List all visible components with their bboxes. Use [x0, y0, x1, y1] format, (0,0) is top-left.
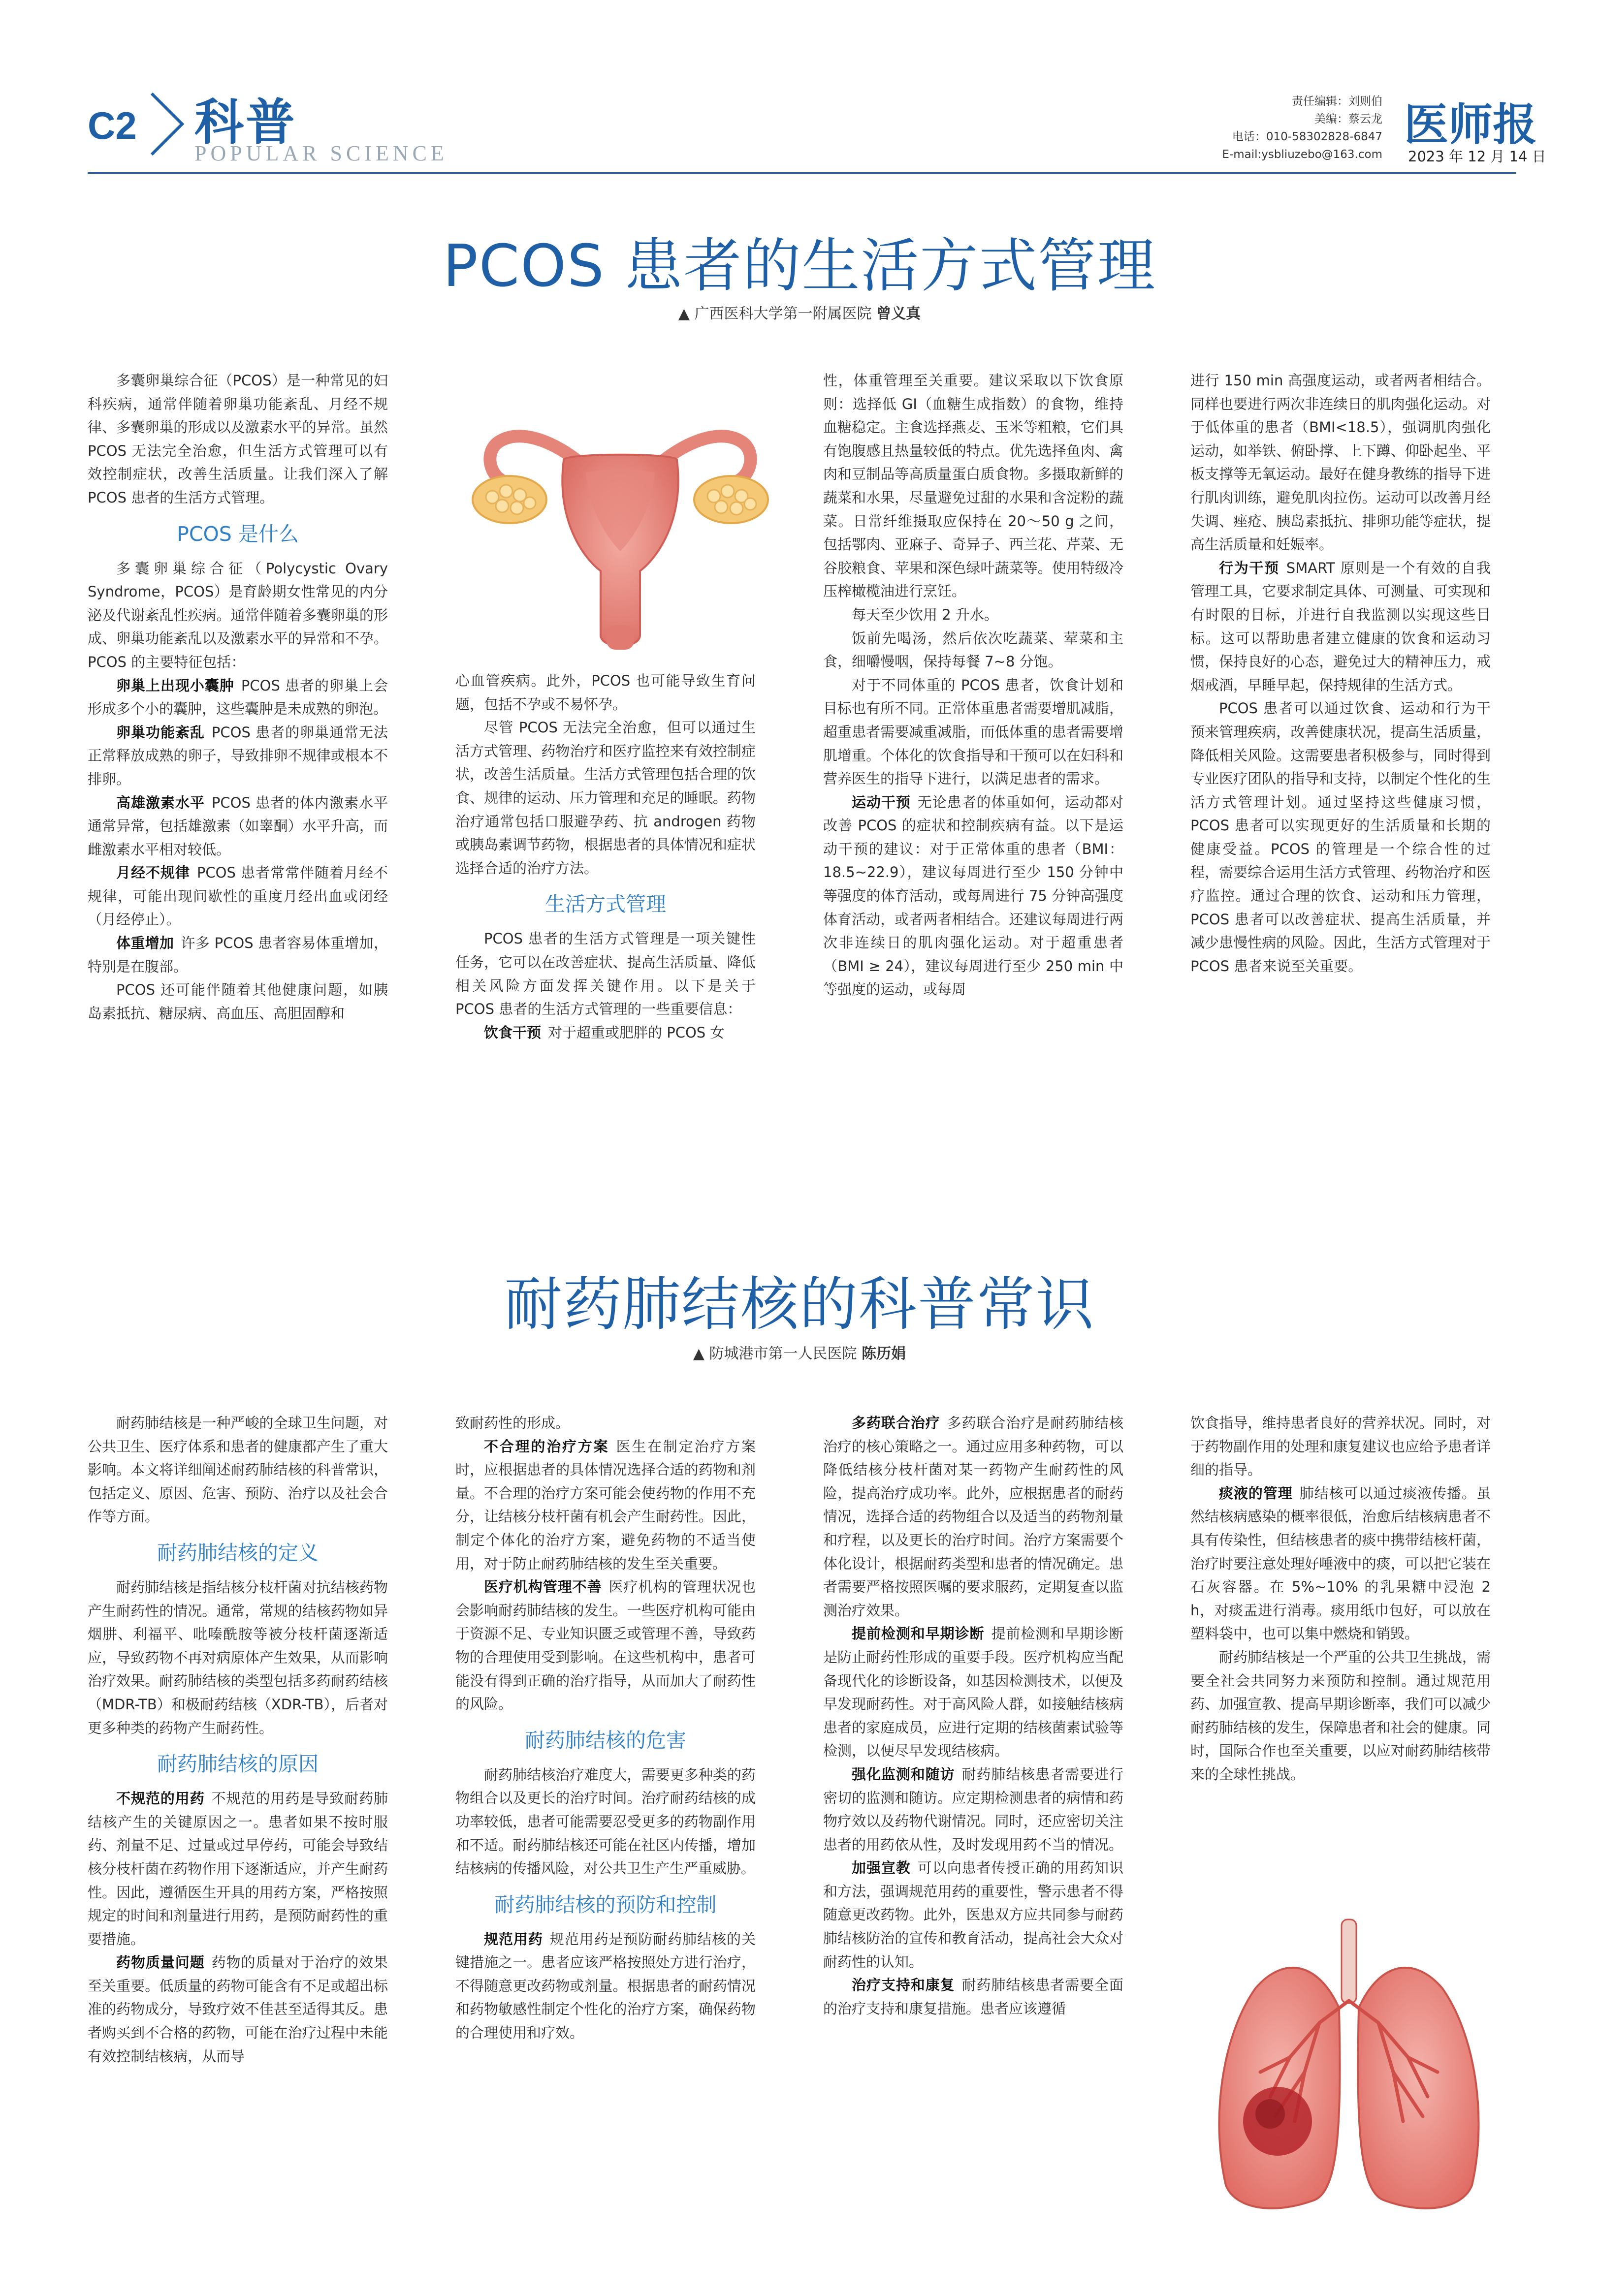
paragraph: PCOS 患者可以通过饮食、运动和行为干预来管理疾病，改善健康状况，提高生活质量，降低相关风险。这需要患者积极参与，同时得到专业医疗团队的指导和支持，以制定个性化的生活方式管理计划。通过坚持这些健康习惯，PCOS 患者可以实现更好的生活质量和长期的健康受益。PCOS 的管理是一个综合性的过程，需要综合运用生活方式管理、药物治疗和医疗监控。通过合理的饮食、运动和压力管理，PCOS 患者可以改善症状、提高生活质量，并减少患慢性病的风险。因此，生活方式管理对于 PCOS 患者来说至关重要。	[1190, 700, 1491, 975]
byline-author: 陈历娟	[862, 1345, 906, 1362]
paragraph	[455, 1021, 756, 1045]
paragraph: 心血管疾病。此外，PCOS 也可能导致生育问题，包括不孕或不易怀孕。	[455, 672, 756, 713]
paragraph: 耐药肺结核是一种严峻的全球卫生问题，对公共卫生、医疗体系和患者的健康都产生了重大影响。本文将详细阐述耐药肺结核的科普常识，包括定义、原因、危害、预防、治疗以及社会合作等方面。	[88, 1415, 388, 1525]
article1-column-2	[455, 669, 756, 1044]
paragraph	[823, 1622, 1123, 1763]
lead-term: 体重增加	[116, 935, 174, 952]
paragraph: 进行 150 min 高强度运动，或者两者相结合。同样也要进行两次非连续日的肌肉强化运动。对于低体重的患者（BMI<18.5），强调肌肉强化运动，如举铁、俯卧撑、上下蹲、仰卧起坐、平板支撑等无氧运动。最好在健身教练的指导下进行肌肉训练，避免肌肉拉伤。运动可以改善月经失调、痤疮、胰岛素抵抗、排卵功能等症状，提高生活质量和妊娠率。	[1190, 372, 1491, 553]
paragraph: 耐药肺结核是一个严重的公共卫生挑战，需要全社会共同努力来预防和控制。通过规范用药、加强宣教、提高早期诊断率，我们可以减少耐药肺结核的发生，保障患者和社会的健康。同时，国际合作也至关重要，以应对耐药肺结核带来的全球性挑战。	[1190, 1648, 1491, 1783]
paragraph	[823, 1412, 1123, 1622]
section-chevron-icon	[148, 90, 187, 158]
lead-term: 规范用药	[484, 1930, 543, 1948]
lead-term: 月经不规律	[116, 864, 190, 881]
paragraph	[455, 1435, 756, 1576]
editor: 责任编辑：刘则伯	[1292, 95, 1382, 108]
paragraph	[88, 721, 388, 791]
paragraph: PCOS 还可能伴随着其他健康问题，如胰岛素抵抗、糖尿病、高血压、高胆固醇和	[88, 981, 388, 1022]
page-number: C2	[88, 104, 137, 147]
paragraph	[823, 1974, 1123, 2020]
paragraph	[455, 1575, 756, 1716]
paragraph-text: PCOS 患者的卵巢上会形成多个小的囊肿，这些囊肿是未成熟的卵泡。	[88, 677, 388, 718]
paragraph-text: 耐药肺结核患者需要全面的治疗支持和康复措施。患者应该遵循	[823, 1977, 1123, 2017]
header-rule	[88, 172, 1516, 174]
paragraph	[88, 1787, 388, 1951]
lead-term: 不合理的治疗方案	[484, 1438, 609, 1455]
paragraph: 多囊卵巢综合征（PCOS）是一种常见的妇科疾病，通常伴随着卵巢功能紊乱、月经不规律、多囊卵巢的形成以及激素水平的异常。虽然 PCOS 无法完全治愈，但生活方式管理可以有效控制症状，改善生活质量。让我们深入了解 PCOS 患者的生活方式管理。	[88, 372, 388, 506]
lead-term: 药物质量问题	[116, 1954, 205, 1971]
lead-term: 高雄激素水平	[116, 794, 205, 811]
issue-date: 2023 年 12 月 14 日	[1408, 148, 1546, 165]
lead-term: 卵巢功能紊乱	[116, 723, 205, 741]
masthead-logo: 医师报	[1404, 98, 1537, 151]
article2-column-2	[455, 1412, 756, 2045]
lead-term: 强化监测和随访	[852, 1765, 955, 1783]
paragraph	[455, 1928, 756, 2045]
paragraph-text: 医生在制定治疗方案时，应根据患者的具体情况选择合适的药物和剂量。不合理的治疗方案可能会使药物的作用不充分，让结核分枝杆菌有机会产生耐药性。因此，制定个体化的治疗方案，避免药物的不适当使用，对于防止耐药肺结核的发生至关重要。	[455, 1438, 756, 1572]
paragraph	[823, 791, 1123, 1002]
phone: 电话：010-58302828-6847	[1232, 130, 1382, 143]
lead-term: 多药联合治疗	[852, 1415, 940, 1431]
lead-term: 提前检测和早期诊断	[852, 1625, 985, 1642]
article1-column-4	[1190, 369, 1491, 978]
paragraph	[88, 791, 388, 862]
staff-info	[1222, 93, 1382, 163]
paragraph	[88, 1951, 388, 2068]
byline-org: ▲ 广西医科大学第一附属医院	[678, 305, 872, 322]
subheading: 生活方式管理	[545, 892, 666, 916]
paragraph-text: SMART 原则是一个有效的自我管理工具，它要求制定具体、可测量、可实现和有时限的目标，并进行自我监测以实现这些目标。这可以帮助患者建立健康的饮食和运动习惯，保持良好的心态，避免过大的精神压力，戒烟戒酒，早睡早起，保持规律的生活方式。	[1190, 559, 1491, 693]
lead-term: 不规范的用药	[116, 1790, 205, 1807]
subheading: 耐药肺结核的预防和控制	[494, 1892, 717, 1917]
paragraph-text: 无论患者的体重如何，运动都对改善 PCOS 的症状和控制疾病有益。以下是运动干预的建议：对于正常体重的患者（BMI：18.5~22.9），建议每周进行至少 150 分钟中等强度的体育活动，或每周进行 75 分钟高强度体育活动，或者两者相结合。还建议每周进行两次非连续日的肌肉强化运动。对于超重患者（BMI ≥ 24），建议每周进行至少 250 min 中等强度的运动，或每周	[823, 793, 1123, 998]
paragraph-text: 肺结核可以通过痰液传播。虽然结核病感染的概率很低，治愈后结核病患者不具有传染性，但结核患者的痰中携带结核杆菌，治疗时要注意处理好唾液中的痰，可以把它装在石灰容器。在 5%~10% 的乳果糖中浸泡 2 h，对痰盂进行消毒。痰用纸巾包好，可以放在塑料袋中，也可以集中燃烧和销毁。	[1190, 1484, 1491, 1642]
article1-column-3	[823, 369, 1123, 1002]
article2-title: 耐药肺结核的科普常识	[504, 1270, 1095, 1338]
paragraph: 每天至少饮用 2 升水。	[852, 606, 998, 623]
paragraph	[1190, 1482, 1491, 1646]
lead-term: 医疗机构管理不善	[484, 1578, 602, 1596]
paragraph-text: PCOS 患者的体内激素水平通常异常，包括雄激素（如睾酮）水平升高，而雌激素水平相对较低。	[88, 794, 388, 858]
lead-term: 卵巢上出现小囊肿	[116, 677, 234, 694]
paragraph: PCOS 患者的生活方式管理是一项关键性任务，它可以在改善症状、提高生活质量、降低相关风险方面发挥关键作用。以下是关于 PCOS 患者的生活方式管理的一些重要信息：	[455, 930, 756, 1018]
paragraph	[1190, 557, 1491, 697]
designer: 美编：蔡云龙	[1314, 113, 1382, 126]
paragraph-text: 规范用药是预防耐药肺结核的关键措施之一。患者应该严格按照处方进行治疗，不得随意更改药物或剂量。根据患者的耐药情况和药物敏感性制定个性化的治疗方案，确保药物的合理使用和疗效。	[455, 1930, 756, 2042]
paragraph	[88, 932, 388, 978]
paragraph-text: 许多 PCOS 患者容易体重增加，特别是在腹部。	[88, 935, 388, 975]
paragraph: 对于不同体重的 PCOS 患者，饮食计划和目标也有所不同。正常体重患者需要增肌减脂，超重患者需要减重减脂，而低体重的患者需要增肌增重。个体化的饮食指导和干预可以在妇科和营养医生的指导下进行，以满足患者的需求。	[823, 676, 1123, 787]
paragraph	[88, 861, 388, 932]
article1-title: PCOS 患者的生活方式管理	[443, 232, 1156, 300]
email: E-mail:ysbliuzebo@163.com	[1222, 148, 1382, 161]
subheading: 耐药肺结核的定义	[157, 1541, 319, 1565]
subheading: PCOS 是什么	[177, 522, 299, 546]
paragraph	[88, 674, 388, 721]
subheading: 耐药肺结核的原因	[157, 1752, 319, 1776]
paragraph-text: 可以向患者传授正确的用药知识和方法，强调规范用药的重要性，警示患者不得随意更改药物。此外，医患双方应共同参与耐药肺结核防治的宣传和教育活动，提高社会大众对耐药性的认知。	[823, 1859, 1123, 1970]
lead-term: 运动干预	[852, 793, 911, 811]
paragraph: 致耐药性的形成。	[455, 1415, 570, 1431]
uterus-illustration	[463, 409, 778, 664]
paragraph-text: PCOS 患者常常伴随着月经不规律，可能出现间歇性的重度月经出血或闭经（月经停止）。	[88, 864, 388, 928]
lead-term: 行为干预	[1219, 559, 1279, 576]
paragraph-text: 药物的质量对于治疗的效果至关重要。低质量的药物可能含有不足或超出标准的药物成分，导致疗效不佳甚至适得其反。患者购买到不合格的药物，可能在治疗过程中未能有效控制结核病，从而导	[88, 1954, 388, 2065]
section-subtitle: POPULAR SCIENCE	[194, 141, 448, 165]
subheading: 耐药肺结核的危害	[525, 1728, 686, 1752]
lead-term: 加强宣教	[852, 1859, 911, 1877]
paragraph: 耐药肺结核是指结核分枝杆菌对抗结核药物产生耐药性的情况。通常，常规的结核药物如异烟肼、利福平、吡嗪酰胺等被分枝杆菌逐渐适应，导致药物不再对病原体产生效果，从而影响治疗效果。耐药肺结核的类型包括多药耐药结核（MDR-TB）和极耐药结核（XDR-TB），后者对更多种类的药物产生耐药性。	[88, 1578, 388, 1736]
paragraph: 饭前先喝汤，然后依次吃蔬菜、荤菜和主食，细嚼慢咽，保持每餐 7~8 分饱。	[823, 629, 1123, 670]
paragraph: 性，体重管理至关重要。建议采取以下饮食原则：选择低 GI（血糖生成指数）的食物，维持血糖稳定。主食选择燕麦、玉米等粗粮，它们具有饱腹感且热量较低的特点。优先选择鱼肉、禽肉和豆制品等高质量蛋白质食物。多摄取新鲜的蔬菜和水果，尽量避免过甜的水果和含淀粉的蔬菜。日常纤维摄取应保持在 20～50 g 之间，包括鄂肉、亚麻子、奇异子、西兰花、芹菜、无谷胶粮食、苹果和深色绿叶蔬菜等。使用特级冷压榨橄榄油进行烹饪。	[823, 372, 1123, 600]
paragraph: 饮食指导，维持患者良好的营养状况。同时，对于药物副作用的处理和康复建议也应给予患者详细的指导。	[1190, 1415, 1491, 1478]
section-title: 科普	[194, 94, 297, 151]
paragraph	[823, 1856, 1123, 1974]
byline-org: ▲ 防城港市第一人民医院	[693, 1345, 857, 1362]
paragraph-text: 医疗机构的管理状况也会影响耐药肺结核的发生。一些医疗机构可能由于资源不足、专业知识匮乏或管理不善，导致药物的合理使用受到影响。在这些机构中，患者可能没有得到正确的治疗指导，从而加大了耐药性的风险。	[455, 1578, 756, 1713]
article2-column-4	[1190, 1412, 1491, 1787]
paragraph-text: 耐药肺结核患者需要进行密切的监测和随访。应定期检测患者的病情和药物疗效以及药物代谢情况。同时，还应密切关注患者的用药依从性，及时发现用药不当的情况。	[823, 1765, 1123, 1853]
paragraph-text: 不规范的用药是导致耐药肺结核产生的关键原因之一。患者如果不按时服药、剂量不足、过量或过早停药，可能会导致结核分枝杆菌在药物作用下逐渐适应，并产生耐药性。因此，遵循医生开具的用药方案，严格按照规定的时间和剂量进行用药，是预防耐药性的重要措施。	[88, 1790, 388, 1948]
paragraph: 尽管 PCOS 无法完全治愈，但可以通过生活方式管理、药物治疗和医疗监控来有效控制症状，改善生活质量。生活方式管理包括合理的饮食、规律的运动、压力管理和充足的睡眠。药物治疗通常包括口服避孕药、抗 androgen 药物或胰岛素调节药物，根据患者的具体情况和症状选择合适的治疗方法。	[455, 719, 756, 877]
lead-term: 治疗支持和康复	[852, 1977, 955, 1994]
paragraph: 耐药肺结核治疗难度大，需要更多种类的药物组合以及更长的治疗时间。治疗耐药结核的成功率较低，患者可能需要忍受更多的药物副作用和不适。耐药肺结核还可能在社区内传播，增加结核病的传播风险，对公共卫生产生严重威胁。	[455, 1766, 756, 1877]
article2-byline	[0, 1341, 1599, 1363]
article1-byline	[0, 301, 1599, 323]
paragraph-text: 多药联合治疗是耐药肺结核治疗的核心策略之一。通过应用多种药物，可以降低结核分枝杆菌对某一药物产生耐药性的风险，提高治疗成功率。此外，应根据患者的耐药情况，选择合适的药物组合以及适当的药物剂量和疗程，以及更长的治疗时间。治疗方案需要个体化设计，根据耐药类型和患者的情况确定。患者需要严格按照医嘱的要求服药，定期复查以监测治疗效果。	[823, 1415, 1123, 1619]
paragraph: 多囊卵巢综合征（Polycystic Ovary Syndrome，PCOS）是育龄期女性常见的内分泌及代谢紊乱性疾病。通常伴随着多囊卵巢的形成、卵巢功能紊乱以及激素水平的异常和不孕。PCOS 的主要特征包括：	[88, 560, 388, 670]
article1-column-1	[88, 369, 388, 1025]
article2-column-3	[823, 1412, 1123, 2020]
paragraph	[823, 1763, 1123, 1856]
lead-term: 痰液的管理	[1219, 1484, 1293, 1502]
lungs-illustration	[1201, 1910, 1497, 2225]
byline-author: 曾义真	[876, 305, 921, 322]
article2-column-1	[88, 1412, 388, 2068]
paragraph-text: PCOS 患者的卵巢通常无法正常释放成熟的卵子，导致排卵不规律或根本不排卵。	[88, 723, 388, 787]
paragraph-text: 提前检测和早期诊断是防止耐药性形成的重要手段。医疗机构应当配备现代化的诊断设备，如基因检测技术，以便及早发现耐药性。对于高风险人群，如接触结核病患者的家庭成员，应进行定期的结核菌素试验等检测，以便尽早发现结核病。	[823, 1625, 1123, 1760]
paragraph-text: 对于超重或肥胖的 PCOS 女	[548, 1024, 725, 1041]
lead-term: 饮食干预	[484, 1024, 542, 1041]
